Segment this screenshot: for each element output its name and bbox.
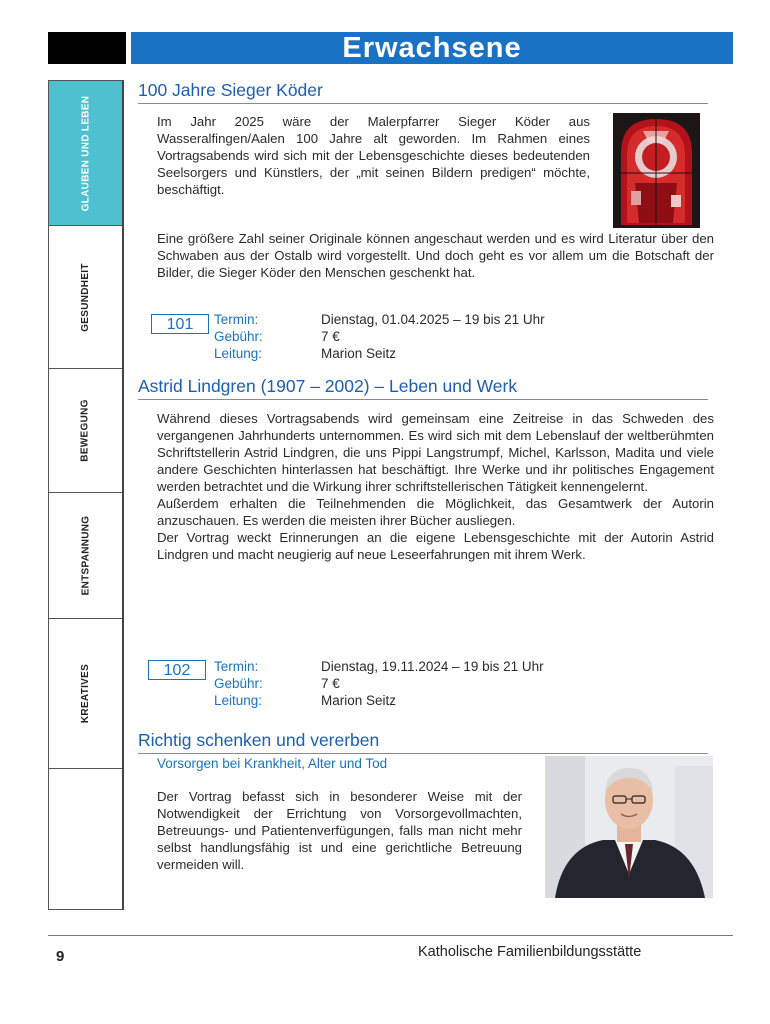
tab-label: KREATIVES: [79, 663, 91, 724]
tab-label: GLAUBEN UND LEBEN: [80, 95, 92, 211]
footer-divider: [48, 935, 733, 936]
termin-value: Dienstag, 01.04.2025 – 19 bis 21 Uhr: [321, 312, 545, 327]
tab-label: GESUNDHEIT: [80, 262, 91, 332]
header-black-block: [48, 32, 126, 64]
tab-gesundheit[interactable]: [49, 226, 122, 369]
leitung-value: Marion Seitz: [321, 693, 397, 708]
tab-entspannung[interactable]: [49, 493, 122, 619]
course-details-102: [214, 658, 544, 709]
gebuehr-value: 7 €: [321, 676, 340, 691]
tab-glauben-und-leben[interactable]: [49, 81, 122, 226]
course-number-101: 101: [151, 314, 209, 334]
termin-label: Termin:: [214, 659, 259, 674]
paragraph-text: Außerdem erhalten die Teilnehmenden die Möglichkeit, das Gesamtwerk der Autorin anzuschauen. Es werden die meisten ihrer Bücher ausliegen.: [157, 496, 714, 528]
tab-bewegung[interactable]: [49, 369, 122, 493]
paragraph-text: Eine größere Zahl seiner Originale können angeschaut werden und es wird Literatur über den Schwaben aus der Ostalb wird vorgestellt. Und doch geht es vor allem um die Botschaft der Bilder, die Sieger Köder den Menschen geschenkt hat.: [157, 231, 714, 280]
stained-glass-image: [613, 113, 700, 228]
leitung-label: Leitung:: [214, 346, 263, 361]
termin-label: Termin:: [214, 312, 259, 327]
termin-value: Dienstag, 19.11.2024 – 19 bis 21 Uhr: [321, 659, 544, 674]
section-title-astrid-lindgren: Astrid Lindgren (1907 – 2002) – Leben und Werk: [138, 376, 708, 400]
course-details-101: [214, 311, 545, 362]
gebuehr-label: Gebühr:: [214, 676, 263, 691]
tab-label: ENTSPANNUNG: [80, 515, 92, 596]
tab-empty[interactable]: [49, 769, 122, 909]
leitung-value: Marion Seitz: [321, 346, 397, 361]
course-number-102: 102: [148, 660, 206, 680]
section-1-paragraph-1: [157, 113, 590, 198]
section-3-subtitle: Vorsorgen bei Krankheit, Alter und Tod: [157, 756, 388, 771]
section-title-richtig-schenken: Richtig schenken und vererben: [138, 730, 708, 754]
paragraph-text: Während dieses Vortragsabends wird gemeinsam eine Zeitreise in das Schweden des vergangenen Jahrhunderts unternommen. Es wird sich mit dem Lebenslauf der weltberühmten Schriftstellerin Astrid Lindgren, die uns Pippi Langstrumpf, Michel, Karlsson, Madita und viele andere Geschichten hinterlassen hat beschäftigt. Ihre Werke und ihr politisches Engagement werden betrachtet und die Wirkung ihrer schriftstellerischen Tätigkeit kennengelernt.: [157, 411, 714, 494]
paragraph-text: Im Jahr 2025 wäre der Malerpfarrer Sieger Köder aus Wasseralfingen/Aalen 100 Jahre alt geworden. Im Rahmen eines Vortragsabends wird sich mit der Lebensgeschichte dieses bedeutenden Seelsorgers und Künstlers, der „mit seinen Bildern predigen“ möchte, beschäftigt.: [157, 114, 590, 197]
category-sidebar: [48, 80, 124, 910]
section-2-paragraphs: [157, 410, 714, 563]
tab-kreatives[interactable]: [49, 619, 122, 769]
paragraph-text: Der Vortrag weckt Erinnerungen an die eigene Lebensgeschichte mit der Autorin Astrid Lindgren und macht neugierig auf neue Leseerfahrungen mit ihrem Werk.: [157, 530, 714, 562]
gebuehr-value: 7 €: [321, 329, 340, 344]
leitung-label: Leitung:: [214, 693, 263, 708]
page-title: Erwachsene: [131, 32, 733, 64]
tab-label: BEWEGUNG: [80, 399, 91, 462]
section-1-paragraph-2: [157, 230, 714, 281]
section-3-paragraph: [157, 788, 522, 873]
speaker-portrait-image: [545, 756, 713, 898]
gebuehr-label: Gebühr:: [214, 329, 263, 344]
page-number: 9: [56, 948, 65, 965]
footer-organization: Katholische Familienbildungsstätte: [418, 944, 642, 960]
section-title-sieger-koeder: 100 Jahre Sieger Köder: [138, 80, 708, 104]
paragraph-text: Der Vortrag befasst sich in besonderer Weise mit der Notwendigkeit der Errichtung von Vorsorgevollmachten, Betreuungs- und Patientenverfügungen, falls man nicht mehr selbst handlungsfähig ist und eine gerichtliche Betreuung vermeiden will.: [157, 789, 522, 872]
